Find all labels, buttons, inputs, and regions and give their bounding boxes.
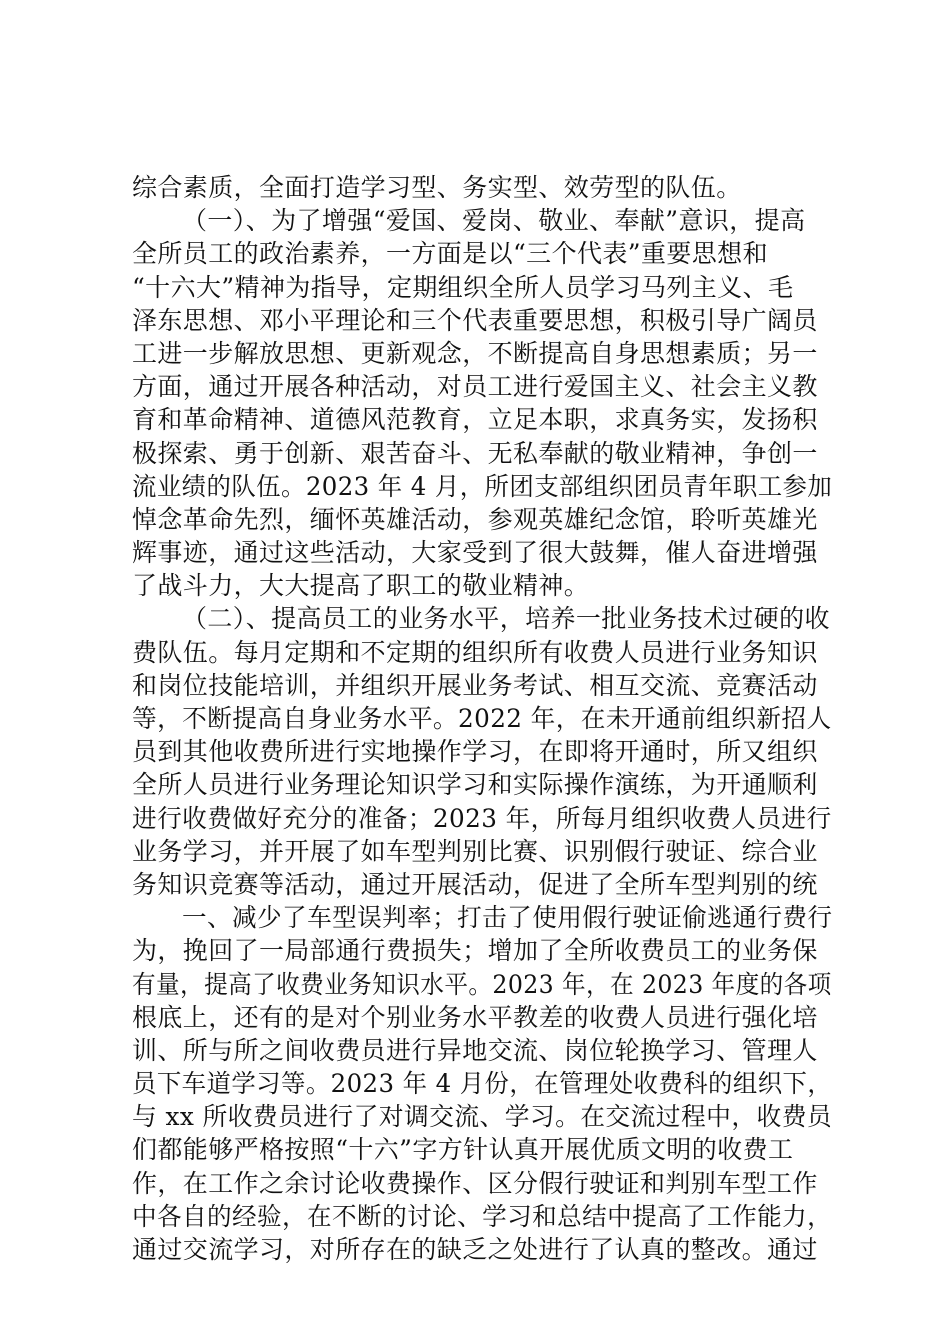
text-line: 工进一步解放思想、更新观念，不断提高自身思想素质；另一 xyxy=(132,338,818,368)
text-line: 极探索、勇于创新、艰苦奋斗、无私奉献的敬业精神，争创一 xyxy=(132,438,818,468)
text-line: （二）、提高员工的业务水平，培养一批业务技术过硬的收 xyxy=(182,604,830,634)
text-line: 通过交流学习，对所存在的缺乏之处进行了认真的整改。通过 xyxy=(132,1235,818,1264)
text-line: “十六大”精神为指导，定期组织全所人员学习马列主义、毛 xyxy=(132,272,794,302)
text-line: 育和革命精神、道德风范教育，立足本职，求真务实，发扬积 xyxy=(132,405,818,435)
text-line: 流业绩的队伍。2023 年 4 月，所团支部组织团员青年职工参加 xyxy=(132,471,833,501)
text-line: 作，在工作之余讨论收费操作、区分假行驶证和判别车型工作 xyxy=(132,1168,818,1198)
body-text xyxy=(132,171,832,1266)
text-line: 进行收费做好充分的准备；2023 年，所每月组织收费人员进行 xyxy=(132,803,832,833)
text-line: 务知识竞赛等活动，通过开展活动，促进了全所车型判别的统 xyxy=(132,869,818,899)
text-line: 与 xx 所收费员进行了对调交流、学习。在交流过程中，收费员 xyxy=(132,1102,833,1132)
text-line: 们都能够严格按照“十六”字方针认真开展优质文明的收费工 xyxy=(132,1135,794,1165)
text-line: 一、减少了车型误判率；打击了使用假行驶证偷逃通行费行 xyxy=(182,903,833,933)
text-line: 等，不断提高自身业务水平。2022 年，在未开通前组织新招人 xyxy=(132,704,832,733)
text-line: 全所人员进行业务理论知识学习和实际操作演练，为开通顺利 xyxy=(132,770,818,800)
text-line: 了战斗力，大大提高了职工的敬业精神。 xyxy=(132,571,590,601)
text-line: 辉事迹，通过这些活动，大家受到了很大鼓舞，催人奋进增强 xyxy=(132,538,818,568)
text-line: 员到其他收费所进行实地操作学习，在即将开通时，所又组织 xyxy=(132,737,818,767)
text-line: 综合素质，全面打造学习型、务实型、效劳型的队伍。 xyxy=(132,173,742,202)
text-line: （一）、为了增强“爱国、爱岗、敬业、奉献”意识，提高 xyxy=(182,206,806,236)
text-line: 费队伍。每月定期和不定期的组织所有收费人员进行业务知识 xyxy=(132,637,818,667)
text-line: 和岗位技能培训，并组织开展业务考试、相互交流、竞赛活动 xyxy=(132,670,818,700)
text-line: 有量，提高了收费业务知识水平。2023 年，在 2023 年度的各项 xyxy=(132,969,832,999)
text-line: 中各自的经验，在不断的讨论、学习和总结中提高了工作能力， xyxy=(132,1201,833,1231)
text-line: 训、所与所之间收费员进行异地交流、岗位轮换学习、管理人 xyxy=(132,1035,818,1065)
text-line: 悼念革命先烈，缅怀英雄活动，参观英雄纪念馆，聆听英雄光 xyxy=(132,504,818,534)
text-line: 方面，通过开展各种活动，对员工进行爱国主义、社会主义教 xyxy=(132,372,818,402)
text-line: 为，挽回了一局部通行费损失；增加了全所收费员工的业务保 xyxy=(132,936,818,966)
text-line: 员下车道学习等。2023 年 4 月份，在管理处收费科的组织下， xyxy=(132,1069,833,1099)
text-line: 全所员工的政治素养，一方面是以“三个代表”重要思想和 xyxy=(132,239,768,269)
text-line: 泽东思想、邓小平理论和三个代表重要思想，积极引导广阔员 xyxy=(132,305,818,335)
text-line: 业务学习，并开展了如车型判别比赛、识别假行驶证、综合业 xyxy=(132,836,818,866)
text-line: 根底上，还有的是对个别业务水平教差的收费人员进行强化培 xyxy=(132,1002,818,1032)
